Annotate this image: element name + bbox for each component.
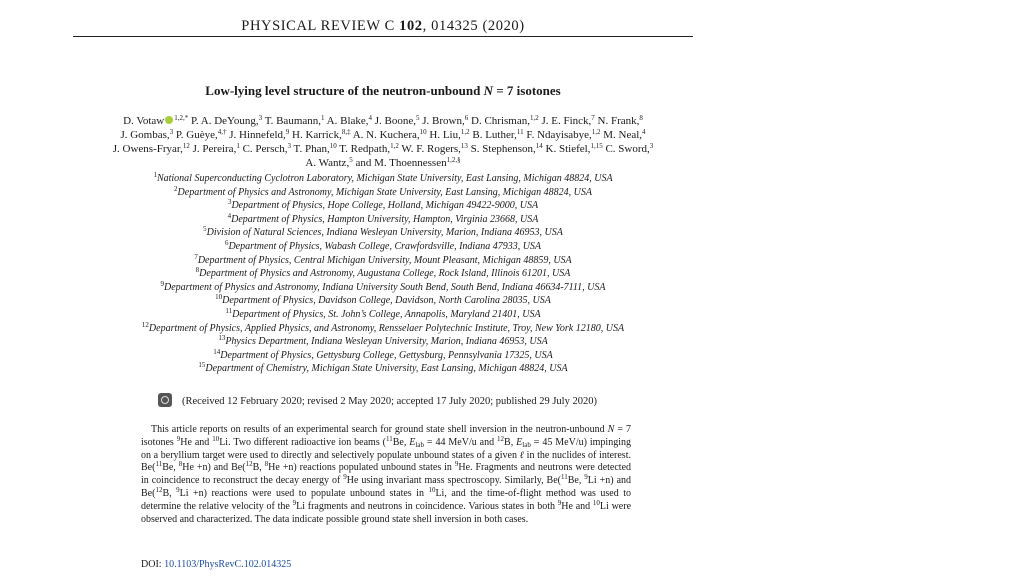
author-line: J. Owens-Fryar,$^{12}$ J. Pereira,$^1$ C. Persch,$^3$ T. Phan,$^{10}$ T. Redpath,$^{1,2}$ W. F. Rogers,$^{13}$ S. Stephenson,$^{14}$ K. Stiefel,$^{1,15}$ C. Sword,$^3$ bbox=[112, 142, 654, 155]
author-line: A. Wantz,$^5$ and M. Thoennessen$^{1,2,\S}$ bbox=[305, 156, 461, 169]
affiliation: $^2$Department of Physics and Astronomy, Michigan State University, East Lansing, Michigan 48824, USA bbox=[174, 184, 592, 198]
journal-header bbox=[73, 18, 693, 37]
doi-label: DOI: bbox=[141, 559, 165, 570]
affiliation: $^{13}$Physics Department, Indiana Wesleyan University, Marion, Indiana 46953, USA bbox=[218, 334, 548, 348]
author-list bbox=[73, 114, 693, 170]
crossmark-icon[interactable] bbox=[158, 393, 172, 407]
affiliation: $^{15}$Department of Chemistry, Michigan State University, East Lansing, Michigan 48824, USA bbox=[198, 361, 568, 375]
orcid-icon[interactable] bbox=[165, 116, 173, 124]
journal-volume: 102 bbox=[399, 18, 423, 34]
affiliation: $^8$Department of Physics and Astronomy, Augustana College, Rock Island, Illinois 61201, USA bbox=[195, 266, 571, 280]
affiliation: $^{12}$Department of Physics, Applied Physics, and Astronomy, Rensselaer Polytechnic Institute, Troy, New York 12180, USA bbox=[141, 320, 625, 334]
affiliation: $^1$National Superconducting Cyclotron Laboratory, Michigan State University, East Lansing, Michigan 48824, USA bbox=[153, 171, 613, 184]
affiliation: $^7$Department of Physics, Central Michigan University, Mount Pleasant, Michigan 48859, USA bbox=[194, 252, 572, 266]
affiliation: $^{11}$Department of Physics, St. John’s College, Annapolis, Maryland 21401, USA bbox=[225, 306, 541, 320]
doi-line bbox=[141, 559, 291, 571]
affiliation: $^4$Department of Physics, Hampton University, Hampton, Virginia 23668, USA bbox=[227, 211, 539, 225]
affiliation: $^3$Department of Physics, Hope College, Holland, Michigan 49422-9000, USA bbox=[227, 198, 539, 212]
affiliation: $^5$Division of Natural Sciences, Indiana Wesleyan University, Marion, Indiana 46953, USA bbox=[203, 225, 563, 239]
abstract: This article reports on results of an experimental search for ground state shell inversion in the neutron-unbound N = 7 isotones $^9$He and $^{10}$Li. Two different radioactive ion beams ($^{11}$Be, $E_{lab} = 44$ MeV/u and $^{12}$B, $E_{lab} = 45$ MeV/u) impinging on a beryllium target were used to directly and selectively populate unbound states of a given ℓ in the nuclides of interest. Be($^{11}$Be, $^8$He +n) and Be($^{12}$B, $^8$He +n) reactions populated unbound states in $^9$He. Fragments and neutrons were detected in coincidence to reconstruct the decay energy of $^9$He using invariant mass spectroscopy. Similarly, Be($^{11}$Be, $^9$Li +n) and Be($^{12}$B, $^9$Li +n) reactions were used to populate unbound states in $^{10}$Li, and the time-of-flight method was used to determine the relative velocity of the $^9$Li fragments and neutrons in coincidence. Various states in both $^9$He and $^{10}$Li were observed and characterized. The data indicate possible ground state shell inversion in both cases. bbox=[141, 424, 632, 525]
received-text: (Received 12 February 2020; revised 2 May 2020; accepted 17 July 2020; published 29 July 2020) bbox=[182, 396, 597, 407]
author-line: D. Votaw $^{1,2,*}$ P. A. DeYoung,$^3$ T. Baumann,$^1$ A. Blake,$^4$ J. Boone,$^5$ J. Brown,$^6$ D. Chrisman,$^{1,2}$ J. E. Finck,$^7$ N. Frank,$^8$ bbox=[123, 114, 643, 127]
affiliation-list bbox=[73, 172, 693, 376]
affiliation: $^{10}$Department of Physics, Davidson College, Davidson, North Carolina 28035, USA bbox=[215, 293, 551, 307]
article-number: , 014325 (2020) bbox=[422, 18, 525, 34]
received-dates bbox=[158, 393, 638, 411]
paper-title: Low-lying level structure of the neutron-unbound N = 7 isotones bbox=[205, 83, 561, 98]
journal-name: PHYSICAL REVIEW C bbox=[241, 18, 395, 34]
doi-link[interactable]: 10.1103/PhysRevC.102.014325 bbox=[164, 559, 292, 570]
affiliation: $^6$Department of Physics, Wabash College, Crawfordsville, Indiana 47933, USA bbox=[224, 238, 542, 252]
affiliation: $^9$Department of Physics and Astronomy, Indiana University South Bend, South Bend, Indiana 46634-7111, USA bbox=[160, 279, 606, 293]
affiliation: $^{14}$Department of Physics, Gettysburg College, Gettysburg, Pennsylvania 17325, USA bbox=[213, 347, 553, 361]
author-line: J. Gombas,$^3$ P. Guèye,$^{4,\dagger}$ J. Hinnefeld,$^9$ H. Karrick,$^{8,\ddagger}$ A. N. Kuchera,$^{10}$ H. Liu,$^{1,2}$ B. Luther,$^{11}$ F. Ndayisabye,$^{1,2}$ M. Neal,$^4$ bbox=[120, 128, 646, 141]
